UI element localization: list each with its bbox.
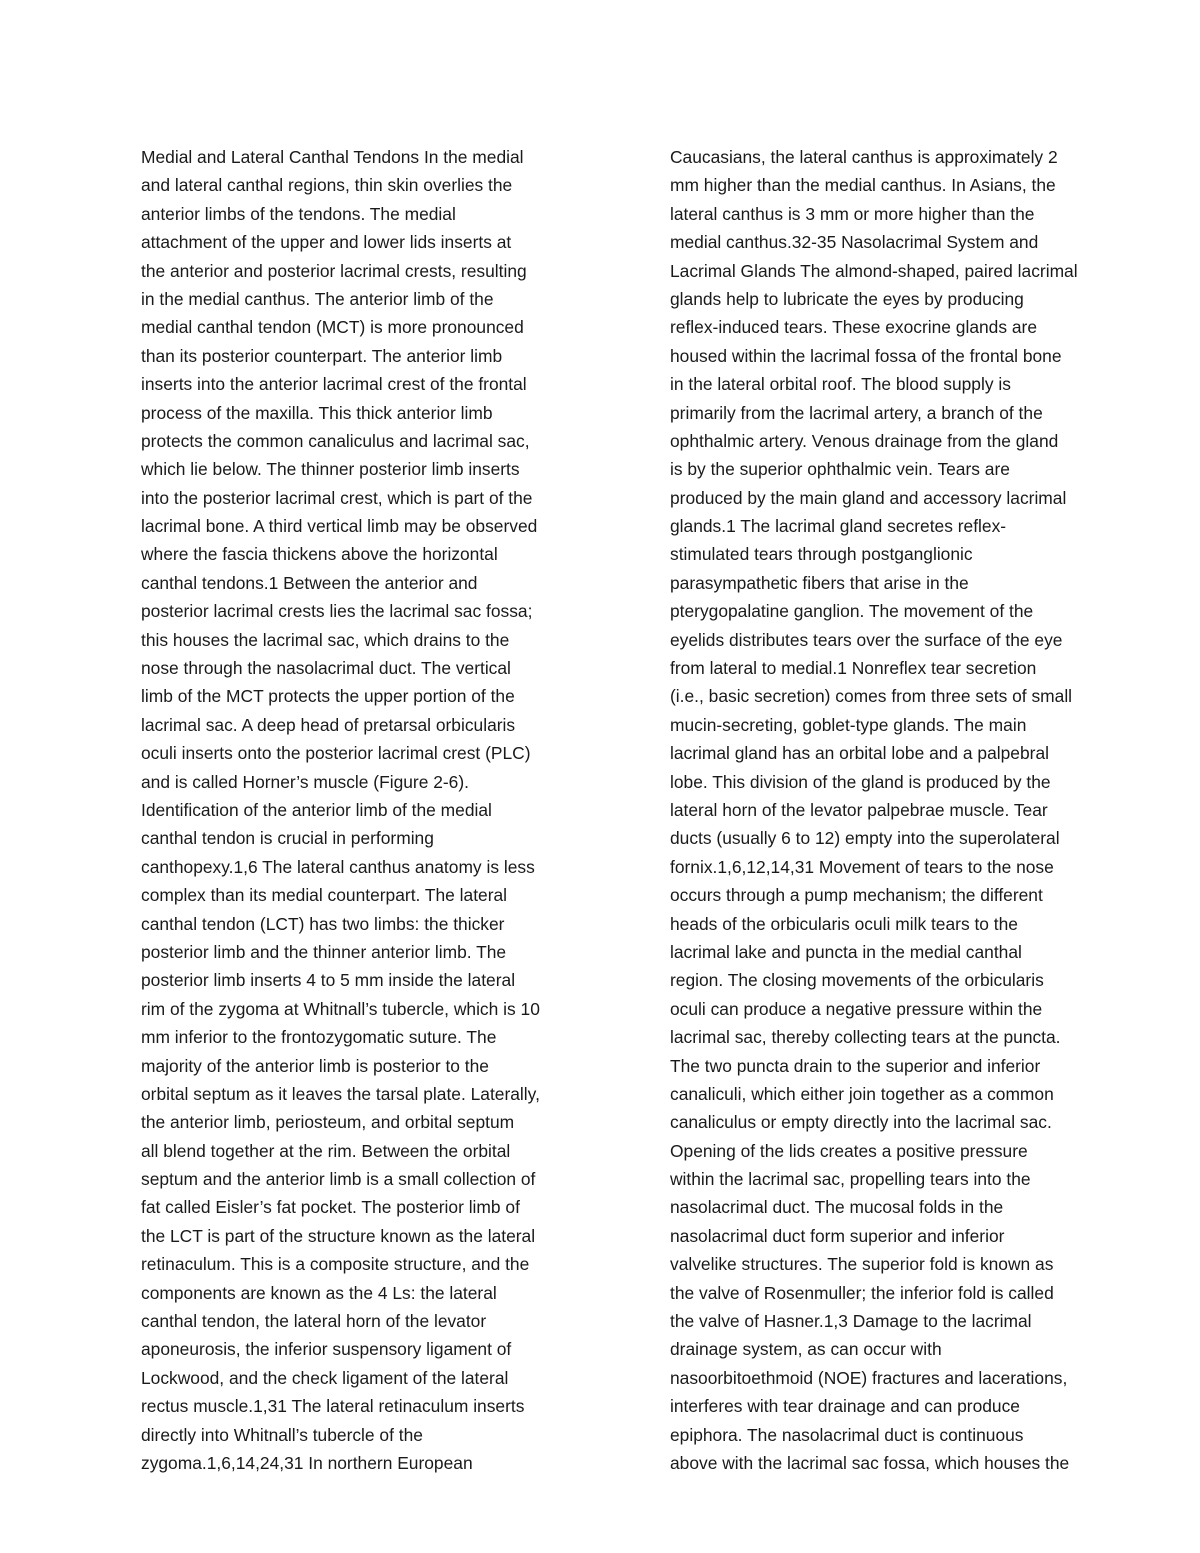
text-line: produced by the main gland and accessory lacrimal — [670, 487, 1067, 508]
text-line: in the lateral orbital roof. The blood supply is — [670, 374, 1011, 395]
text-line: eyelids distributes tears over the surface of the eye — [670, 629, 1063, 650]
text-line: Identification of the anterior limb of the medial — [141, 799, 492, 820]
text-line: retinaculum. This is a composite structure, and the — [141, 1254, 530, 1275]
text-line: lacrimal sac. A deep head of pretarsal orbicularis — [141, 714, 516, 735]
text-line: lateral horn of the levator palpebrae muscle. Tear — [670, 799, 1048, 820]
text-line: Lacrimal Glands The almond-shaped, paired lacrimal — [670, 260, 1078, 281]
text-line: process of the maxilla. This thick anterior limb — [141, 402, 493, 423]
text-line: aponeurosis, the inferior suspensory ligament of — [141, 1339, 512, 1360]
text-line: canthal tendons.1 Between the anterior and — [141, 572, 478, 593]
text-line: lacrimal lake and puncta in the medial canthal — [670, 941, 1022, 962]
text-line: drainage system, as can occur with — [670, 1339, 942, 1360]
text-line: interferes with tear drainage and can produce — [670, 1396, 1020, 1417]
text-line: all blend together at the rim. Between the orbital — [141, 1140, 511, 1161]
text-line: orbital septum as it leaves the tarsal plate. Laterally, — [141, 1083, 540, 1104]
text-line: Opening of the lids creates a positive pressure — [670, 1140, 1028, 1161]
text-line: canaliculus or empty directly into the lacrimal sac. — [670, 1112, 1052, 1133]
text-line: nasolacrimal duct. The mucosal folds in the — [670, 1197, 1004, 1218]
text-line: above with the lacrimal sac fossa, which houses the — [670, 1452, 1070, 1473]
text-line: primarily from the lacrimal artery, a branch of the — [670, 402, 1043, 423]
text-line: lateral canthus is 3 mm or more higher than the — [670, 203, 1035, 224]
text-line: mm higher than the medial canthus. In Asians, the — [670, 175, 1056, 196]
text-line: valvelike structures. The superior fold is known as — [670, 1254, 1054, 1275]
text-line: heads of the orbicularis oculi milk tears to the — [670, 913, 1018, 934]
text-line: occurs through a pump mechanism; the different — [670, 885, 1043, 906]
text-line: canthal tendon (LCT) has two limbs: the thicker — [141, 913, 505, 934]
text-line: ophthalmic artery. Venous drainage from the gland — [670, 430, 1059, 451]
text-line: medial canthal tendon (MCT) is more pronounced — [141, 317, 524, 338]
text-line: oculi inserts onto the posterior lacrimal crest (PLC) — [141, 743, 531, 764]
text-line: reflex-induced tears. These exocrine glands are — [670, 317, 1038, 338]
text-line: protects the common canaliculus and lacrimal sac, — [141, 430, 530, 451]
text-line: rectus muscle.1,31 The lateral retinaculum inserts — [141, 1396, 525, 1417]
text-line: canthal tendon is crucial in performing — [141, 828, 434, 849]
text-line: Caucasians, the lateral canthus is approximately 2 — [670, 147, 1058, 167]
text-line: pterygopalatine ganglion. The movement of the — [670, 601, 1034, 622]
text-line: is by the superior ophthalmic vein. Tears are — [670, 459, 1010, 480]
text-line: where the fascia thickens above the horizontal — [141, 544, 498, 565]
text-line: medial canthus.32-35 Nasolacrimal System and — [670, 232, 1039, 253]
text-line: mm inferior to the frontozygomatic suture. The — [141, 1027, 497, 1048]
text-line: and lateral canthal regions, thin skin overlies the — [141, 175, 513, 196]
text-line: Medial and Lateral Canthal Tendons In the medial — [141, 147, 524, 167]
text-line: components are known as the 4 Ls: the lateral — [141, 1282, 497, 1303]
text-line: complex than its medial counterpart. The lateral — [141, 885, 508, 906]
text-line: canthopexy.1,6 The lateral canthus anatomy is less — [141, 856, 535, 877]
text-line: (i.e., basic secretion) comes from three sets of small — [670, 686, 1073, 707]
text-line: lobe. This division of the gland is produced by the — [670, 771, 1051, 792]
text-line: The two puncta drain to the superior and inferior — [670, 1055, 1041, 1076]
text-line: parasympathetic fibers that arise in the — [670, 572, 969, 593]
text-line: inserts into the anterior lacrimal crest of the frontal — [141, 374, 527, 395]
text-line: majority of the anterior limb is posterior to the — [141, 1055, 489, 1076]
text-line: in the medial canthus. The anterior limb of the — [141, 288, 494, 309]
text-line: the anterior and posterior lacrimal crests, resulting — [141, 260, 527, 281]
text-line: the LCT is part of the structure known as the lateral — [141, 1225, 536, 1246]
text-line: posterior lacrimal crests lies the lacrimal sac fossa; — [141, 601, 533, 622]
text-line: nasoorbitoethmoid (NOE) fractures and lacerations, — [670, 1367, 1068, 1388]
text-line: mucin-secreting, goblet-type glands. The main — [670, 714, 1027, 735]
text-line: and is called Horner’s muscle (Figure 2-6). — [141, 771, 469, 792]
text-line: glands help to lubricate the eyes by producing — [670, 288, 1024, 309]
text-line: than its posterior counterpart. The anterior limb — [141, 345, 503, 366]
text-line: this houses the lacrimal sac, which drains to the — [141, 629, 510, 650]
text-line: within the lacrimal sac, propelling tears into the — [670, 1169, 1031, 1190]
text-line: anterior limbs of the tendons. The medial — [141, 203, 456, 224]
text-line: rim of the zygoma at Whitnall’s tubercle, which is 10 — [141, 998, 540, 1019]
text-line: stimulated tears through postganglionic — [670, 544, 973, 565]
text-line: housed within the lacrimal fossa of the frontal bone — [670, 345, 1062, 366]
text-line: directly into Whitnall’s tubercle of the — [141, 1424, 423, 1445]
text-line: nose through the nasolacrimal duct. The vertical — [141, 658, 511, 679]
text-line: canthal tendon, the lateral horn of the levator — [141, 1311, 487, 1332]
text-line: oculi can produce a negative pressure within the — [670, 998, 1043, 1019]
text-line: posterior limb and the thinner anterior limb. The — [141, 941, 507, 962]
text-line: fornix.1,6,12,14,31 Movement of tears to the nose — [670, 856, 1054, 877]
text-line: attachment of the upper and lower lids inserts at — [141, 232, 512, 253]
text-line: nasolacrimal duct form superior and inferior — [670, 1225, 1005, 1246]
text-line: region. The closing movements of the orbicularis — [670, 970, 1044, 991]
text-line: lacrimal gland has an orbital lobe and a palpebral — [670, 743, 1049, 764]
text-line: septum and the anterior limb is a small collection of — [141, 1169, 536, 1190]
text-line: fat called Eisler’s fat pocket. The posterior limb of — [141, 1197, 520, 1218]
right-text-column — [670, 143, 1132, 1477]
text-line: posterior limb inserts 4 to 5 mm inside the lateral — [141, 970, 516, 991]
text-line: the valve of Rosenmuller; the inferior fold is called — [670, 1282, 1054, 1303]
text-line: lacrimal sac, thereby collecting tears at the puncta. — [670, 1027, 1061, 1048]
text-line: epiphora. The nasolacrimal duct is continuous — [670, 1424, 1024, 1445]
text-line: ducts (usually 6 to 12) empty into the superolateral — [670, 828, 1060, 849]
text-line: from lateral to medial.1 Nonreflex tear secretion — [670, 658, 1037, 679]
text-line: zygoma.1,6,14,24,31 In northern European — [141, 1452, 473, 1473]
text-line: Lockwood, and the check ligament of the lateral — [141, 1367, 509, 1388]
text-line: lacrimal bone. A third vertical limb may be observed — [141, 516, 538, 537]
text-line: into the posterior lacrimal crest, which is part of the — [141, 487, 533, 508]
text-line: canaliculi, which either join together as a common — [670, 1083, 1054, 1104]
text-line: which lie below. The thinner posterior limb inserts — [141, 459, 520, 480]
left-text-column — [141, 143, 606, 1477]
text-line: the anterior limb, periosteum, and orbital septum — [141, 1112, 515, 1133]
text-line: glands.1 The lacrimal gland secretes reflex- — [670, 516, 1007, 537]
text-line: the valve of Hasner.1,3 Damage to the lacrimal — [670, 1311, 1032, 1332]
text-line: limb of the MCT protects the upper portion of the — [141, 686, 515, 707]
